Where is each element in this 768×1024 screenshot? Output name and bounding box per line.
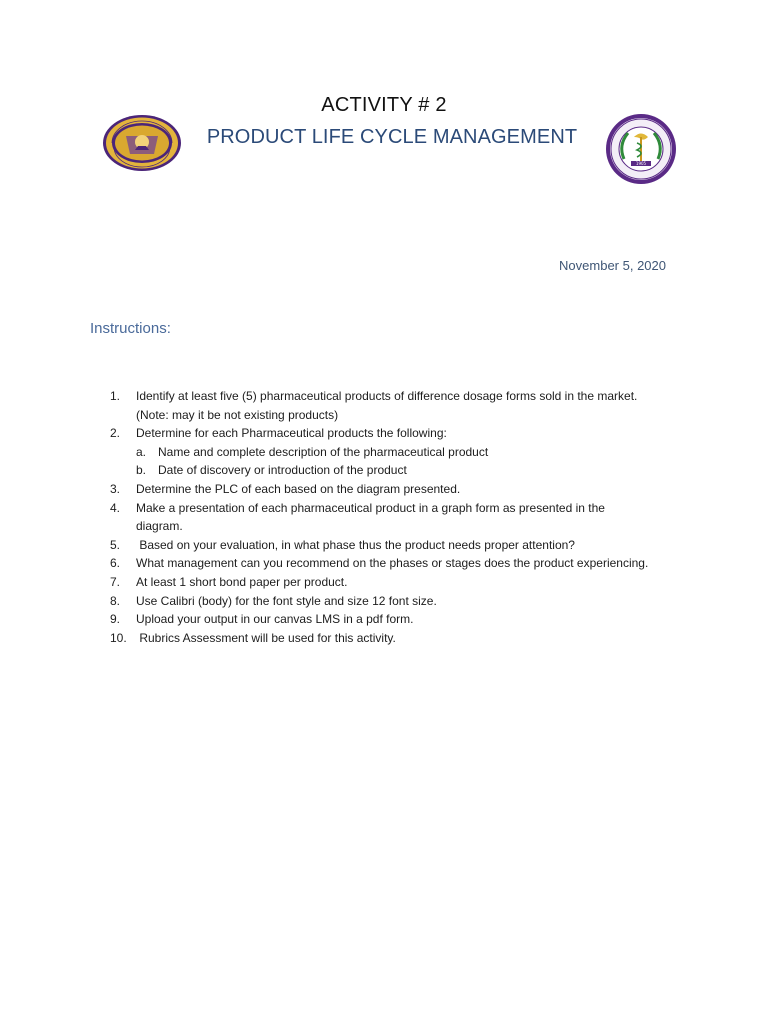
college-seal-icon xyxy=(604,113,678,185)
list-item-number: 8. xyxy=(110,593,121,608)
page-subtitle: PRODUCT LIFE CYCLE MANAGEMENT xyxy=(206,126,578,148)
list-item xyxy=(110,480,690,499)
list-item-number: 6. xyxy=(110,556,121,571)
instructions-heading: Instructions: xyxy=(90,320,171,337)
sub-list-item-letter: a. xyxy=(136,444,147,459)
sub-list-item-text: Name and complete description of the pharmaceutical product xyxy=(158,444,489,459)
list-item-text: Based on your evaluation, in what phase thus the product needs proper attention? xyxy=(136,537,575,552)
list-item xyxy=(110,536,690,555)
list-item-number: 3. xyxy=(110,481,121,496)
list-item-number: 2. xyxy=(110,426,121,441)
list-item-text: Make a presentation of each pharmaceutical product in a graph form as presented in the xyxy=(136,500,605,515)
list-item-number: 10. xyxy=(110,630,127,645)
list-item-number: 5. xyxy=(110,537,121,552)
sub-list-item-letter: b. xyxy=(136,463,147,478)
sub-list-item xyxy=(110,461,690,480)
list-item xyxy=(110,592,690,611)
list-item xyxy=(110,499,690,536)
list-item-text: Rubrics Assessment will be used for this activity. xyxy=(136,630,396,645)
list-item xyxy=(110,424,690,443)
document-date: November 5, 2020 xyxy=(559,258,666,273)
list-item-number: 4. xyxy=(110,500,121,515)
page-title: ACTIVITY # 2 xyxy=(321,94,447,116)
list-item-continuation: diagram. xyxy=(136,519,183,534)
list-item xyxy=(110,629,690,648)
list-item-text: Upload your output in our canvas LMS in a pdf form. xyxy=(136,612,414,627)
list-item xyxy=(110,610,690,629)
list-item-text: Determine the PLC of each based on the diagram presented. xyxy=(136,481,461,496)
list-item-text: Determine for each Pharmaceutical products the following: xyxy=(136,426,447,441)
sub-list-item-text: Date of discovery or introduction of the product xyxy=(158,463,407,478)
list-item-number: 7. xyxy=(110,574,121,589)
list-item-text: Use Calibri (body) for the font style and size 12 font size. xyxy=(136,593,437,608)
list-item-text: What management can you recommend on the phases or stages does the product experiencing. xyxy=(136,556,649,571)
svg-text:1905: 1905 xyxy=(635,161,647,166)
list-item-number: 1. xyxy=(110,389,121,403)
list-item-number: 9. xyxy=(110,612,121,627)
list-item xyxy=(110,573,690,592)
list-item-text: At least 1 short bond paper per product. xyxy=(136,574,348,589)
sub-list-item xyxy=(110,443,690,462)
list-item xyxy=(110,554,690,573)
list-item-text: Identify at least five (5) pharmaceutical products of difference dosage forms sold in the market. xyxy=(136,389,638,403)
list-item-continuation: (Note: may it be not existing products) xyxy=(136,407,339,422)
instructions-list xyxy=(110,387,690,647)
list-item xyxy=(110,387,690,424)
university-seal-icon xyxy=(102,114,182,172)
